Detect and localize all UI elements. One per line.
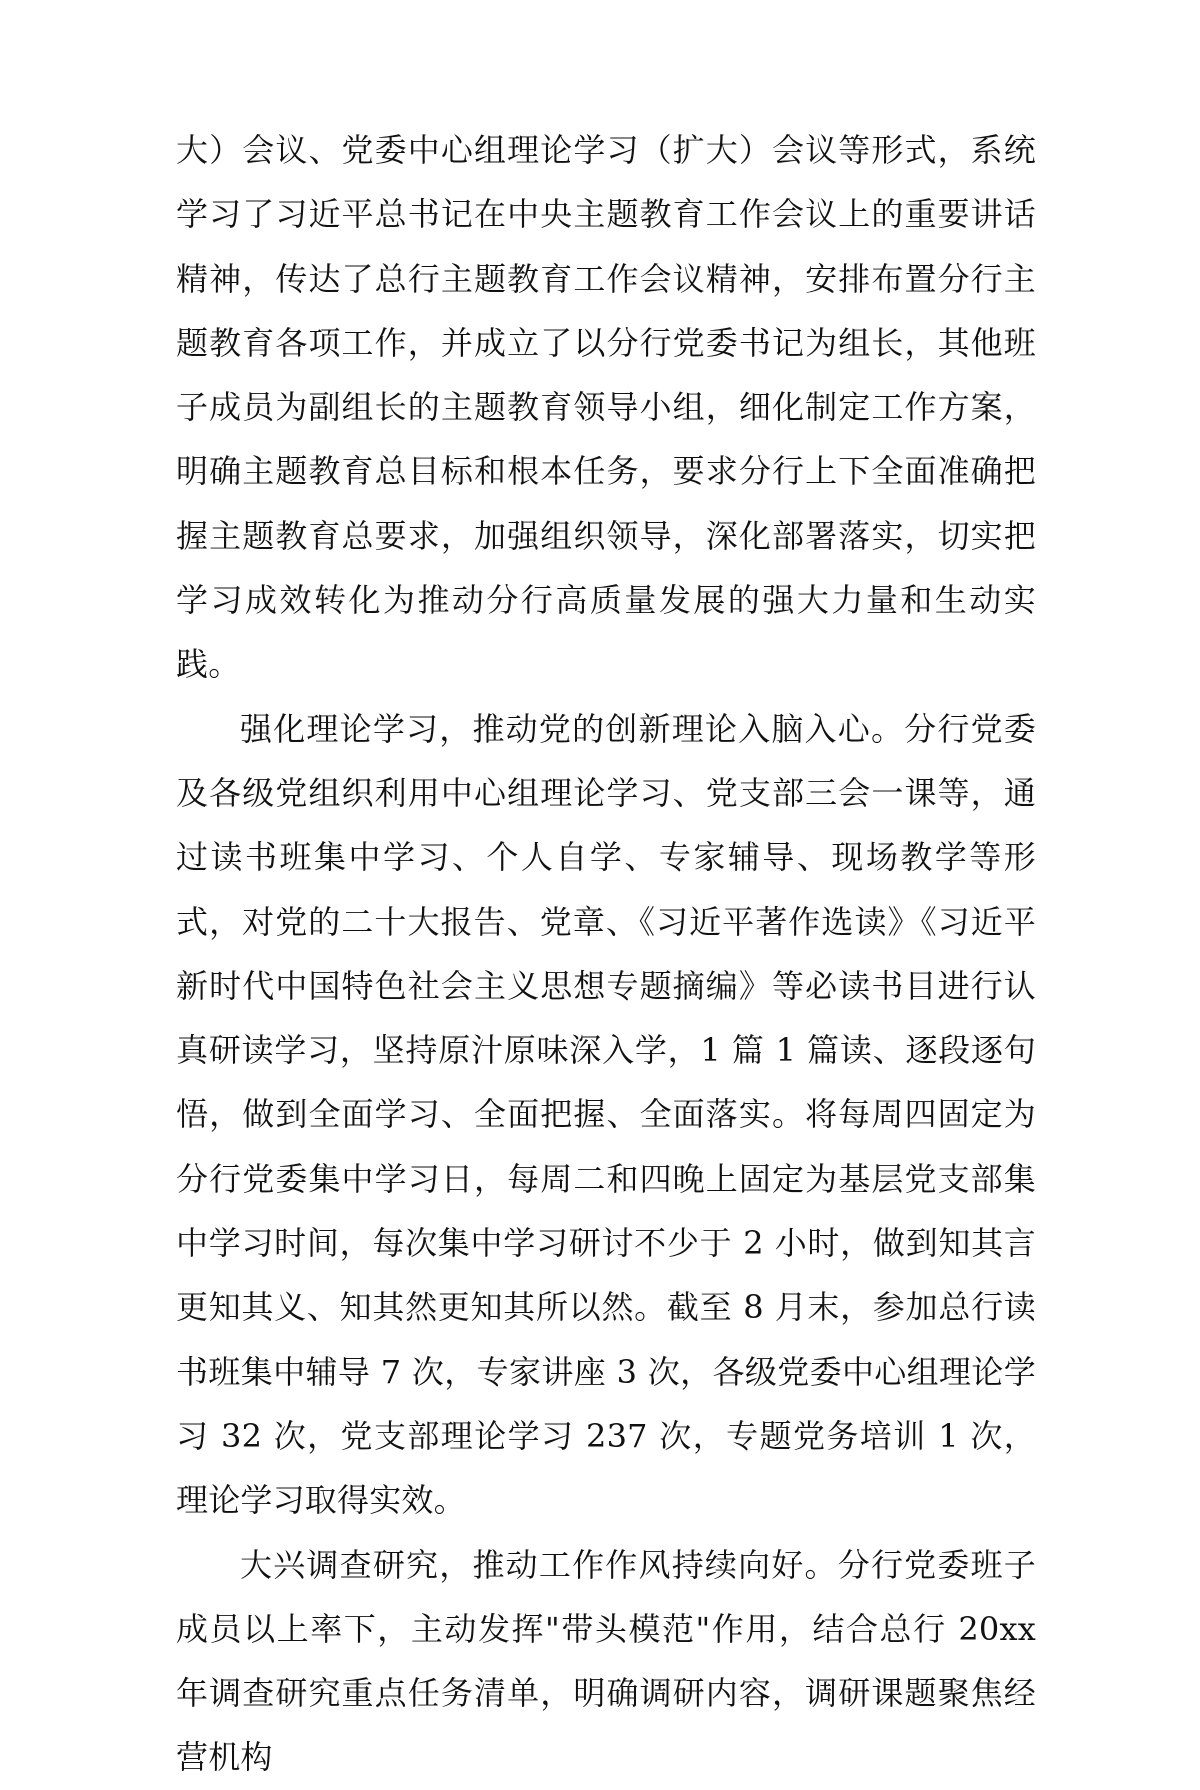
paragraph-2: 强化理论学习，推动党的创新理论入脑入心。分行党委及各级党组织利用中心组理论学习、党支部三会一课等，通过读书班集中学习、个人自学、专家辅导、现场教学等形式，对党的二十大报告、党章、《习近平著作选读》《习近平新时代中国特色社会主义思想专题摘编》等必读书目进行认真研读学习，坚持原汁原味深入学，1 篇 1 篇读、逐段逐句悟，做到全面学习、全面把握、全面落实。将每周四固定为分行党委集中学习日，每周二和四晚上固定为基层党支部集中学习时间，每次集中学习研讨不少于 2 小时，做到知其言更知其义、知其然更知其所以然。截至 8 月末，参加总行读书班集中辅导 7 次，专家讲座 3 次，各级党委中心组理论学习 32 次，党支部理论学习 237 次，专题党务培训 1 次，理论学习取得实效。 [176, 709, 1036, 1520]
body-text [176, 118, 1036, 1790]
paragraph-3: 大兴调查研究，推动工作作风持续向好。分行党委班子成员以上率下，主动发挥"带头模范"作用，结合总行 20xx 年调查研究重点任务清单，明确调研内容，调研课题聚焦经营机构 [176, 1545, 1036, 1777]
paragraph-1: 大）会议、党委中心组理论学习（扩大）会议等形式，系统学习了习近平总书记在中央主题教育工作会议上的重要讲话精神，传达了总行主题教育工作会议精神，安排布置分行主题教育各项工作，并成立了以分行党委书记为组长，其他班子成员为副组长的主题教育领导小组，细化制定工作方案，明确主题教育总目标和根本任务，要求分行上下全面准确把握主题教育总要求，加强组织领导，深化部署落实，切实把学习成效转化为推动分行高质量发展的强大力量和生动实践。 [176, 131, 1036, 684]
